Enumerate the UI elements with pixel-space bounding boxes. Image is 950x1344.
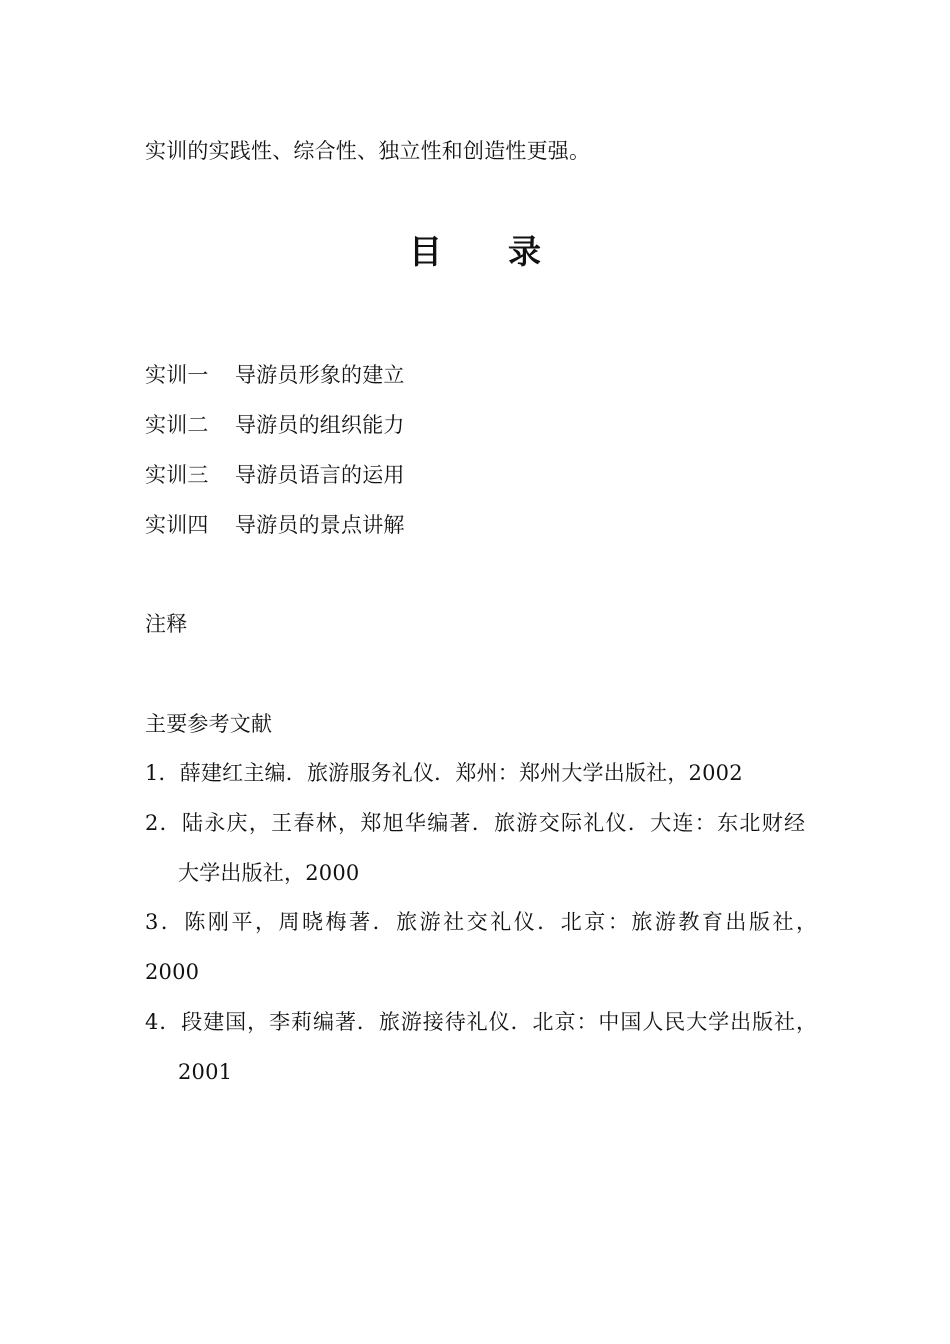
- references-heading[interactable]: 主要参考文献: [145, 712, 273, 736]
- toc-title-right: 录: [508, 232, 541, 271]
- toc-item[interactable]: [145, 361, 405, 389]
- intro-paragraph: 实训的实践性、综合性、独立性和创造性更强。: [145, 139, 591, 163]
- reference-item-continuation: 大学出版社，2000: [178, 861, 360, 885]
- toc-title: [0, 230, 950, 274]
- toc-item-title: 导游员的景点讲解: [235, 513, 405, 537]
- toc-item-title: 导游员语言的运用: [235, 463, 405, 487]
- reference-item: 4．段建国，李莉编著．旅游接待礼仪．北京：中国人民大学出版社，: [145, 1010, 817, 1034]
- toc-item[interactable]: [145, 411, 405, 439]
- notes-label[interactable]: 注释: [145, 612, 188, 636]
- reference-item-continuation: 2000: [145, 960, 200, 984]
- toc-item[interactable]: [145, 511, 405, 539]
- reference-item: 3．陈刚平，周晓梅著．旅游社交礼仪．北京：旅游教育出版社，: [145, 910, 817, 934]
- toc-item-number: 实训三: [145, 463, 209, 487]
- toc-item-number: 实训一: [145, 363, 209, 387]
- reference-item: 2．陆永庆，王春林，郑旭华编著．旅游交际礼仪．大连：东北财经: [145, 811, 805, 835]
- reference-item-continuation: 2001: [178, 1060, 233, 1084]
- toc-title-left: 目: [409, 232, 442, 271]
- toc-item-number: 实训二: [145, 413, 209, 437]
- toc-item-title: 导游员的组织能力: [235, 413, 405, 437]
- toc-item[interactable]: [145, 461, 405, 489]
- toc-item-number: 实训四: [145, 513, 209, 537]
- reference-item: 1．薛建红主编．旅游服务礼仪．郑州：郑州大学出版社，2002: [145, 761, 743, 785]
- toc-item-title: 导游员形象的建立: [235, 363, 405, 387]
